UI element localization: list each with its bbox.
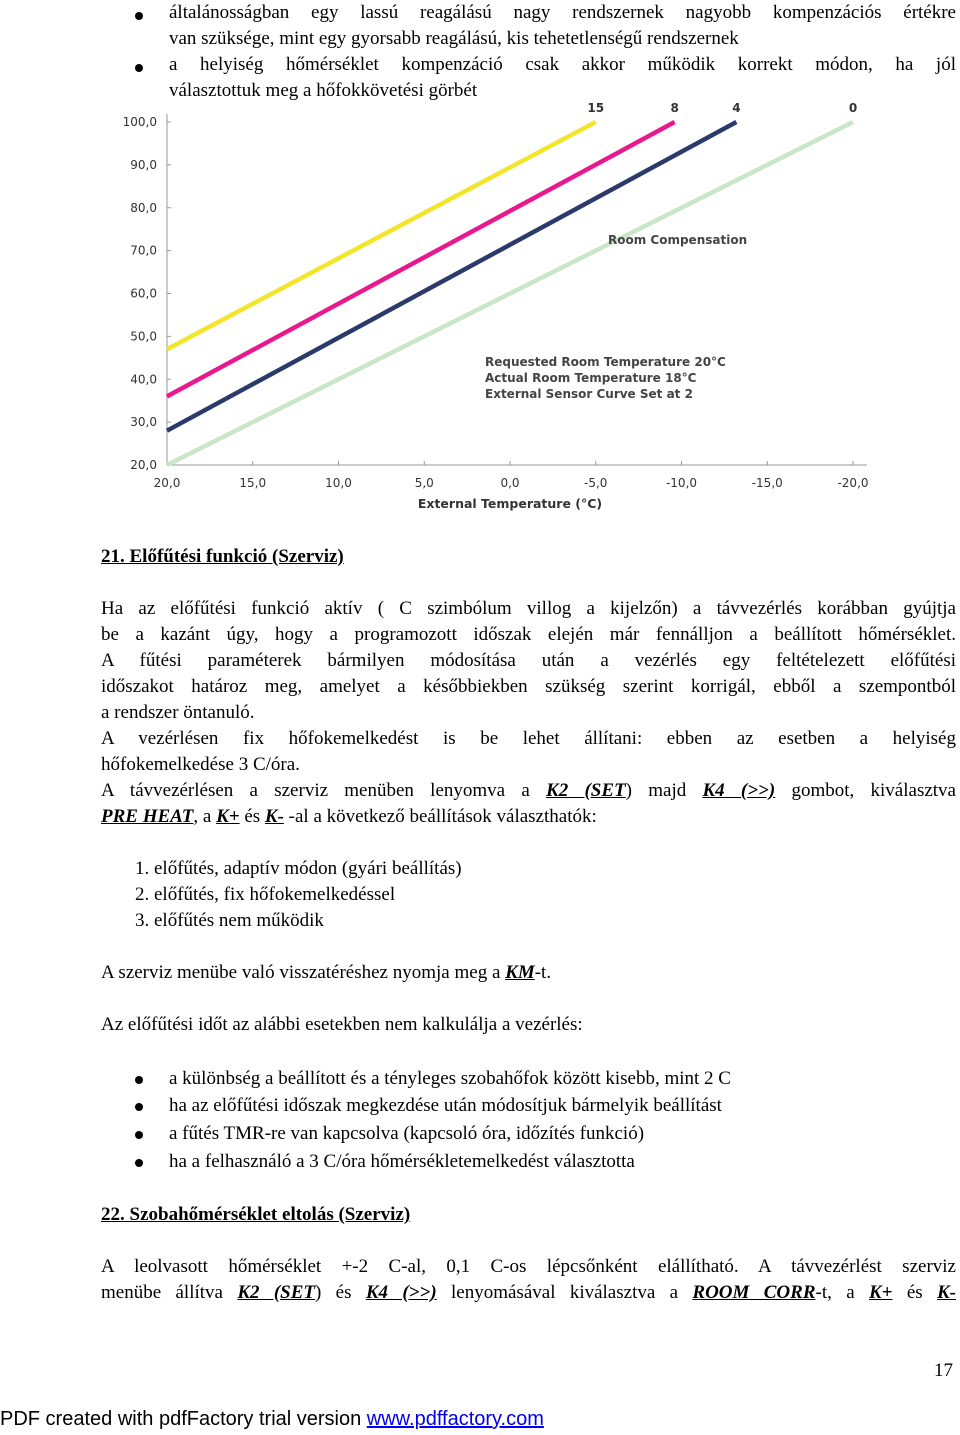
s21-text: gombot, kiválasztva (775, 780, 956, 801)
s21-text: ) majd (625, 780, 703, 801)
pre-heat-menu: PRE HEAT (101, 806, 194, 827)
bullet-dot (135, 12, 143, 20)
s21-line: A fűtési paraméterek bármilyen módosítása után a vezérlés egy feltételezett előfűtési (101, 650, 956, 671)
series-label-15: 15 (587, 101, 605, 115)
s21-line: hőfokemelkedése 3 C/óra. (101, 754, 300, 775)
kminus-key: K- (937, 1282, 956, 1303)
y-tick-label: 40,0 (130, 372, 157, 387)
s21-line: időszakot határoz meg, amelyet a későbbiekben szükség szerint korrigál, ebből a szempontból (101, 676, 956, 697)
top-bullet-2-line-1: a helyiség hőmérséklet kompenzáció csak akkor működik korrekt módon, ha jól (169, 54, 956, 75)
x-tick-label: 10,0 (325, 476, 352, 490)
option-text: előfűtés, fix hőfokemelkedéssel (154, 884, 396, 905)
option-number: 1. (135, 858, 150, 879)
chart-series (167, 122, 853, 465)
k4-key: K4 (>>) (365, 1282, 437, 1303)
top-bullet-1-line-2: van szüksége, mint egy gyorsabb reagálású, kis tehetetlenségű rendszernek (169, 28, 739, 49)
top-bullet-1-line-1: általánosságban egy lassú reagálású nagy rendszernek nagyobb kompenzációs értékre (169, 2, 956, 23)
condition-item: ha az előfűtési időszak megkezdése után módosítjuk bármelyik beállítást (169, 1095, 722, 1116)
section-21-heading (101, 544, 344, 570)
not-calculated-intro: Az előfűtési időt az alábbi esetekben nem kalkulálja a vezérlés: (101, 1014, 583, 1035)
option-item (135, 856, 462, 882)
bullet-dot (135, 1159, 143, 1167)
option-text: előfűtés, adaptív módon (gyári beállítás) (154, 858, 462, 879)
s21-text: -al a következő beállítások választhatók: (283, 806, 597, 827)
kplus-key: K+ (216, 806, 240, 827)
room-compensation-label: Room Compensation (608, 233, 748, 247)
x-tick-label: -15,0 (751, 476, 783, 490)
bullet-dot (135, 1103, 143, 1111)
condition-item: a fűtés TMR-re van kapcsolva (kapcsoló óra, időzítés funkció) (169, 1123, 645, 1144)
return-text: A szerviz menübe való visszatéréshez nyomja meg a (101, 962, 506, 983)
option-item (135, 908, 462, 934)
option-number: 3. (135, 910, 150, 931)
chart-info-line: Requested Room Temperature 20°C (485, 355, 726, 369)
y-tick-label: 90,0 (130, 157, 157, 172)
s22-text: -t, a (815, 1282, 869, 1303)
return-text: -t. (534, 962, 552, 983)
x-tick-label: 5,0 (414, 476, 434, 490)
condition-item: a különbség a beállított és a tényleges szobahőfok között kisebb, mint 2 C (169, 1068, 731, 1089)
bullet-dot (135, 1131, 143, 1139)
series-label-4: 4 (732, 101, 741, 115)
return-instruction (101, 960, 551, 986)
option-number: 2. (135, 884, 150, 905)
y-tick-label: 50,0 (130, 329, 157, 344)
s22-text: ) és (315, 1282, 366, 1303)
km-key: KM (505, 962, 535, 983)
y-tick-label: 70,0 (130, 243, 157, 258)
footer-link[interactable]: www.pdffactory.com (366, 1408, 544, 1430)
page-number: 17 (934, 1360, 953, 1381)
s22-line: A leolvasott hőmérséklet +-2 C-al, 0,1 C-os lépcsőnként elállítható. A távvezérlést szerviz (101, 1256, 956, 1277)
pdf-footer (0, 1408, 544, 1431)
s21-text: és (239, 806, 265, 827)
x-tick-label: -5,0 (584, 476, 608, 490)
option-item (135, 882, 462, 908)
s21-line: A vezérlésen fix hőfokemelkedést is be lehet állítani: ebben az esetben a helyiség (101, 728, 956, 749)
s21-remote-line-2 (101, 804, 956, 830)
y-tick-label: 60,0 (130, 286, 157, 301)
option-list (135, 856, 462, 934)
top-bullet-2-line-2: választottuk meg a hőfokkövetési görbét (169, 80, 478, 101)
x-tick-label: -10,0 (665, 476, 698, 490)
heating-curve-chart (110, 98, 890, 518)
s21-text: A távvezérlésen a szerviz menüben lenyomva a (101, 780, 547, 801)
s22-line-2 (101, 1280, 956, 1306)
k2-set-key: K2 (SET (237, 1282, 315, 1303)
s21-remote-line-1 (101, 778, 956, 804)
s21-line: be a kazánt úgy, hogy a programozott időszak elején már fennálljon a beállított hőmérséklet. (101, 624, 956, 645)
y-tick-label: 100,0 (122, 115, 157, 129)
x-axis-label: External Temperature (°C) (417, 496, 603, 511)
chart-info-line: External Sensor Curve Set at 2 (485, 387, 693, 401)
kminus-key: K- (264, 806, 284, 827)
series-label-8: 8 (670, 101, 679, 115)
section-22-body (101, 1254, 956, 1306)
footer-text: PDF created with pdfFactory trial version (0, 1408, 367, 1430)
condition-item: ha a felhasználó a 3 C/óra hőmérsékletemelkedést választotta (169, 1151, 635, 1172)
top-bullet-1 (169, 0, 956, 52)
s21-line: a rendszer öntanuló. (101, 702, 255, 723)
s21-line: Ha az előfűtési funkció aktív ( C szimbólum villog a kijelzőn) a távvezérlés korábban gyújtja (101, 598, 956, 619)
room-corr-menu: ROOM CORR (692, 1282, 816, 1303)
s21-text: , a (193, 806, 217, 827)
y-tick-label: 80,0 (130, 200, 157, 215)
k4-key: K4 (>>) (702, 780, 776, 801)
x-tick-label: 20,0 (153, 476, 181, 490)
y-tick-label: 20,0 (130, 458, 157, 472)
s22-text: menübe állítva (101, 1282, 238, 1303)
series-label-0: 0 (848, 101, 858, 115)
option-text: előfűtés nem működik (154, 910, 324, 931)
section-22-heading (101, 1202, 410, 1228)
k2-set-key: K2 (SET (546, 780, 626, 801)
section-21-heading-text: 21. Előfűtési funkció (Szerviz) (101, 546, 344, 567)
section-22-heading-text: 22. Szobahőmérséklet eltolás (Szerviz) (101, 1204, 411, 1225)
y-tick-label: 30,0 (130, 415, 157, 430)
x-tick-label: 0,0 (500, 476, 520, 490)
s22-text: és (892, 1282, 937, 1303)
chart-info-line: Actual Room Temperature 18°C (485, 371, 697, 385)
x-tick-label: -20,0 (837, 476, 869, 490)
kplus-key: K+ (868, 1282, 893, 1303)
x-tick-label: 15,0 (239, 476, 267, 490)
bullet-dot (135, 1076, 143, 1084)
bullet-dot (135, 64, 143, 72)
s22-text: lenyomásával kiválasztva a (436, 1282, 693, 1303)
top-bullet-2 (169, 52, 956, 104)
section-21-body (101, 596, 956, 830)
